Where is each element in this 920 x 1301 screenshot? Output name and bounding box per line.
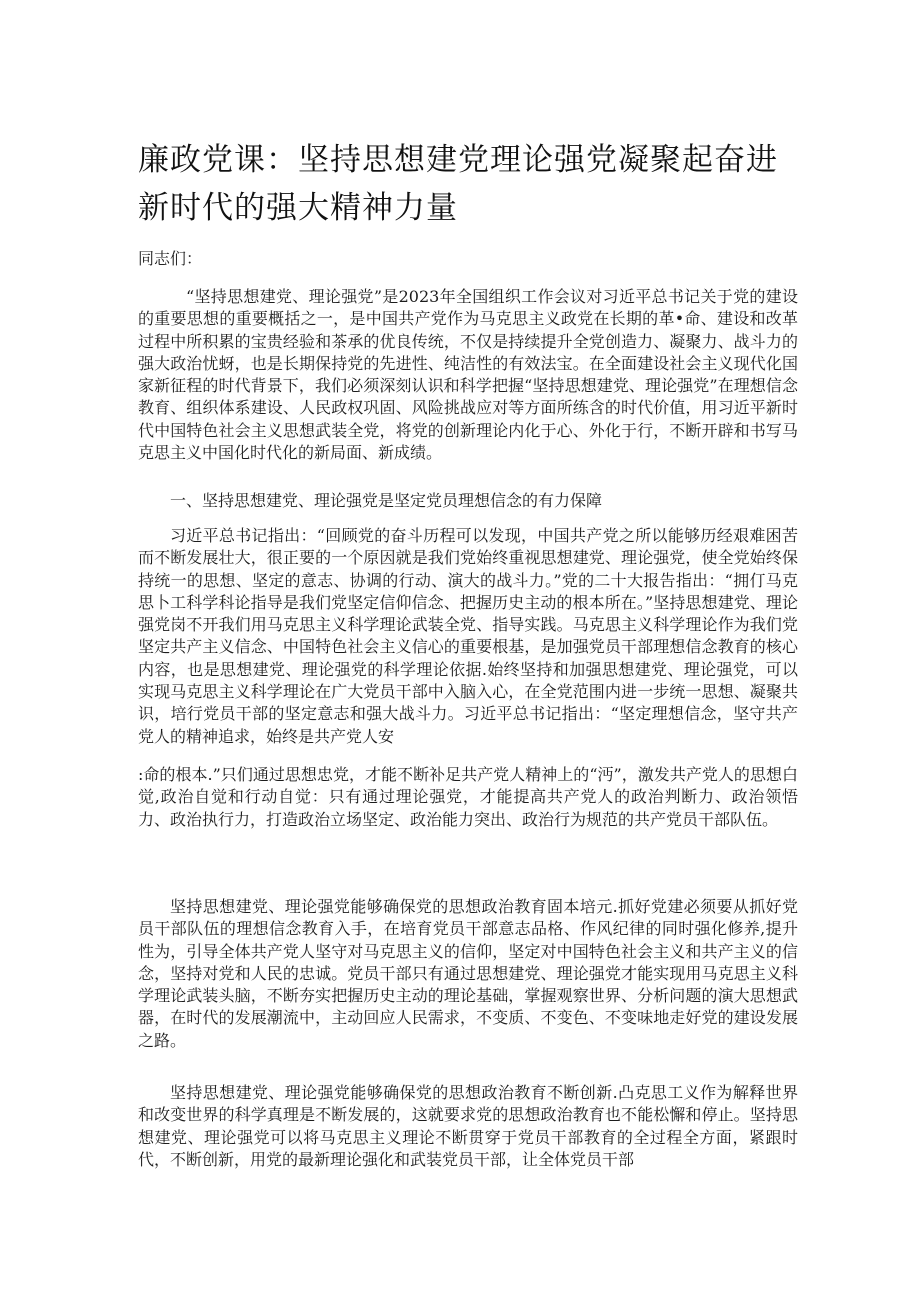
salutation: 同志们： — [138, 249, 203, 268]
paragraph-section1-b: :命的根本.”只们通过思想忠党，才能不断补足共产党人精神上的“沔”，激发共产党人的思想白觉,政治自觉和行动自觉：只有通过理论强党，才能提高共产党人的政治判断力、政治领悟力、政治执行力，打造政治立场坚定、政治能力突出、政治行为规范的共产党员干部队伍。 — [138, 765, 798, 829]
paragraph-intro: “坚持思想建党、理论强党”是2023年全国组织工作会议对习近平总书记关于党的建设的重要思想的重要概括之一，是中国共产党作为马克思主义政党在长期的革•命、建设和改革过程中所积累的宝贵经验和茶承的优良传统，不仅是持续提升全党创造力、凝聚力、战斗力的强大政治忧蚜，也是长期保持党的先进性、纯洁性的有效法宝。在全面建设社会主义现代化国家新征程的时代背景下，我们必须深刻认识和科学把握“坚持思想建党、理论强党”在理想信念教育、组织体系建设、人民政权巩固、风险挑战应对等方面所练含的时代价值，用习近平新时代中国特色社会主义思想武装全党，将党的创新理论内化于心、外化于行，不断开辟和书写马克思主义中国化时代化的新局面、新成绩。 — [138, 287, 798, 463]
paragraph-section1-d: 坚持思想建党、理论强党能够确保党的思想政治教育不断创新.凸克思工义作为解释世界和改变世界的科学真理是不断发展的，这就要求党的思想政治教育也不能松懈和停止。坚持思想建党、理论强党可以将马克思主义理论不断贯穿于党员干部教育的全过程全方面，紧跟时代，不断创新，用党的最新理论强化和武装党员干部，让全体党员干部 — [138, 1083, 798, 1169]
document-title: 廉政党课：坚持思想建党理论强党凝聚起奋进新时代的强大精神力量 — [138, 142, 778, 226]
section-heading-1: 一、坚持思想建党、理论强党是坚定党员理想信念的有力保障 — [170, 491, 603, 510]
paragraph-section1-c: 坚持思想建党、理论强党能够确保党的思想政治教育固本培元.抓好党建必须要从抓好党员干部队伍的理想信念教育入手，在培育党员干部意志品格、作风纪律的同时强化修养,提升性为，引导全体共产党人坚守对马克思主义的信仰，坚定对中国特色社会主义和共产主义的信念，坚持对党和人民的忠诚。党员干部只有通过思想建党、理论强党才能实现用马克思主义科学理论武装头脑，不断夯实把握历史主动的理论基础，掌握观察世界、分析问题的演大思想武器，在时代的发展潮流中，主动回应人民需求，不变质、不变色、不变味地走好党的建设发展之路。 — [138, 897, 798, 1050]
paragraph-section1-a: 习近平总书记指出：“回顾党的奋斗历程可以发现，中国共产党之所以能够历经艰难困苦而不断发展壮大，很正要的一个原因就是我们党始终重视思想建党、理论强党，使全党始终保持统一的思想、坚定的意志、协调的行动、演大的战斗力。”党的二十大报告指出：“拥仃马克思卜工科学科论指导是我们党坚定信仰信念、把握历史主动的根本所在。”坚持思想建党、理论强党岗不开我们用马克思主义科学理论武装全党、指导实践。马克思主义科学理论作为我们党坚定共产主义信念、中国特色社会主义信心的重要根基，是加强党员干部理想信念教育的核心内容，也是思想建党、理论强党的科学理论依据.始终坚持和加强思想建党、理论强党，可以实现马克思主义科学理论在广大党员干部中入脑入心，在全党范围内进一步统一思想、凝聚共识，培行党员干部的坚定意志和强大战斗力。习近平总书记指出：“坚定理想信念，坚守共产党人的精神追求，始终是共产党人安 — [138, 526, 798, 746]
